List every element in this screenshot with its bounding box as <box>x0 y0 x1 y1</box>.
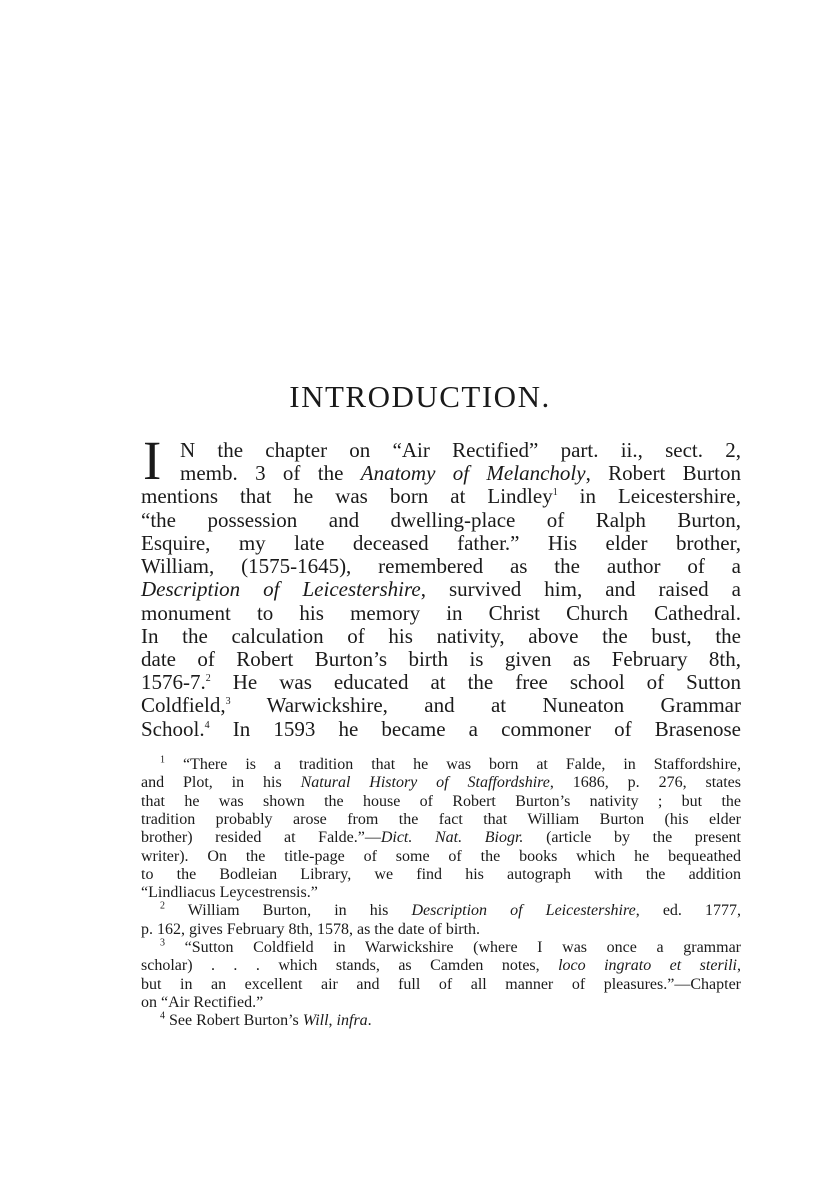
italic-text: infra <box>336 1012 368 1029</box>
text-span: “Lindliacus Leycestrensis.” <box>141 884 318 901</box>
footnote-marker: 3 <box>160 937 165 949</box>
footnote-marker: 3 <box>225 696 231 707</box>
text-span: on “Air Rectified.” <box>141 994 264 1011</box>
text-span: , survived him, and raised a <box>420 577 741 601</box>
italic-text: Description of Leicestershire <box>411 902 636 919</box>
text-span: monument to his memory in Christ Church Cathedral. <box>141 601 741 625</box>
body-text-line <box>141 484 741 508</box>
text-span: to the Bodleian Library, we find his autograph with the addition <box>141 866 741 883</box>
italic-text: Natural History of Staffordshire <box>300 774 550 791</box>
drop-cap: I <box>143 430 162 491</box>
italic-text: Will <box>302 1012 329 1029</box>
text-span: , <box>737 957 742 974</box>
text-span: See Robert Burton’s <box>165 1012 303 1029</box>
text-span: mentions that he was born at Lindley <box>141 484 553 508</box>
text-span: , 1686, p. 276, states <box>549 774 742 791</box>
text-span: , ed. 1777, <box>635 902 742 919</box>
text-span: date of Robert Burton’s birth is given as February 8th, <box>141 647 741 671</box>
text-span: tradition probably arose from the fact that William Burton (his elder <box>141 811 741 828</box>
footnote-marker: 1 <box>552 487 558 498</box>
text-span: brother) resided at Falde.”— <box>141 829 381 846</box>
footnote-line <box>141 884 741 901</box>
text-span: scholar) . . . which stands, as Camden notes, <box>141 957 559 974</box>
footnote-line <box>160 902 741 919</box>
text-span: William, (1575-1645), remembered as the author of a <box>141 554 741 578</box>
body-text-line <box>180 438 741 462</box>
footnote-line <box>141 811 741 828</box>
text-span: N the chapter on “Air Rectified” part. ii., sect. 2, <box>180 438 741 462</box>
footnote-marker: 4 <box>160 1010 165 1022</box>
footnote-marker: 2 <box>160 900 165 912</box>
body-text-line <box>141 508 741 532</box>
body-text-line <box>141 670 741 694</box>
text-span: Warwickshire, and at Nuneaton Grammar <box>230 693 741 717</box>
italic-text: Anatomy of Melancholy <box>360 461 586 485</box>
footnote-line <box>141 774 741 791</box>
text-span: 1576-7. <box>141 670 206 694</box>
footnote-line <box>141 793 741 810</box>
text-span: In 1593 he became a commoner of Brasenose <box>209 717 741 741</box>
page-title: INTRODUCTION. <box>289 379 551 414</box>
text-span: School. <box>141 717 205 741</box>
text-span: and Plot, in his <box>141 774 301 791</box>
text-span: , Robert Burton <box>585 461 741 485</box>
body-text-line <box>141 647 741 671</box>
footnote-line <box>141 921 741 938</box>
text-span: “Sutton Coldfield in Warwickshire (where I was once a grammar <box>165 939 741 956</box>
footnote-line <box>141 994 741 1011</box>
text-span: memb. 3 of the <box>180 461 361 485</box>
text-span: Coldfield, <box>141 693 226 717</box>
italic-text: loco ingrato et sterili <box>558 957 738 974</box>
footnote-marker: 2 <box>205 673 211 684</box>
footnote-marker: 1 <box>160 754 165 766</box>
italic-text: Dict. Nat. Biogr. <box>380 829 524 846</box>
footnote-line <box>160 756 741 773</box>
body-text-line <box>141 531 741 555</box>
body-text-line <box>141 693 741 717</box>
text-span: . <box>367 1012 372 1029</box>
text-span: Esquire, my late deceased father.” His elder brother, <box>141 531 741 555</box>
text-span: In the calculation of his nativity, above the bust, the <box>141 624 741 648</box>
footnote-line <box>141 848 741 865</box>
text-span: that he was shown the house of Robert Burton’s nativity ; but the <box>141 793 741 810</box>
text-span: p. 162, gives February 8th, 1578, as the date of birth. <box>141 921 481 938</box>
footnote-line <box>160 939 741 956</box>
body-text-line <box>141 577 741 601</box>
text-span: but in an excellent air and full of all manner of pleasures.”—Chapter <box>141 976 741 993</box>
body-text-line <box>141 624 741 648</box>
text-span: writer). On the title-page of some of the books which he bequeathed <box>141 848 741 865</box>
text-span: (article by the present <box>523 829 742 846</box>
body-text-line <box>141 717 741 741</box>
text-span: “There is a tradition that he was born at Falde, in Staffordshire, <box>165 756 741 773</box>
footnote-line <box>141 829 741 846</box>
footnote-line <box>141 866 741 883</box>
text-span: William Burton, in his <box>165 902 412 919</box>
body-text-line <box>141 601 741 625</box>
footnote-line <box>141 957 741 974</box>
text-span: , <box>328 1012 337 1029</box>
body-text-line <box>141 554 741 578</box>
body-text-line <box>180 461 741 485</box>
footnote-marker: 4 <box>204 720 210 731</box>
footnote-line <box>141 976 741 993</box>
footnote-line <box>160 1012 741 1029</box>
text-span: He was educated at the free school of Sutton <box>210 670 741 694</box>
text-span: “the possession and dwelling-place of Ralph Burton, <box>141 508 741 532</box>
text-span: in Leicestershire, <box>557 484 741 508</box>
italic-text: Description of Leicestershire <box>141 577 421 601</box>
